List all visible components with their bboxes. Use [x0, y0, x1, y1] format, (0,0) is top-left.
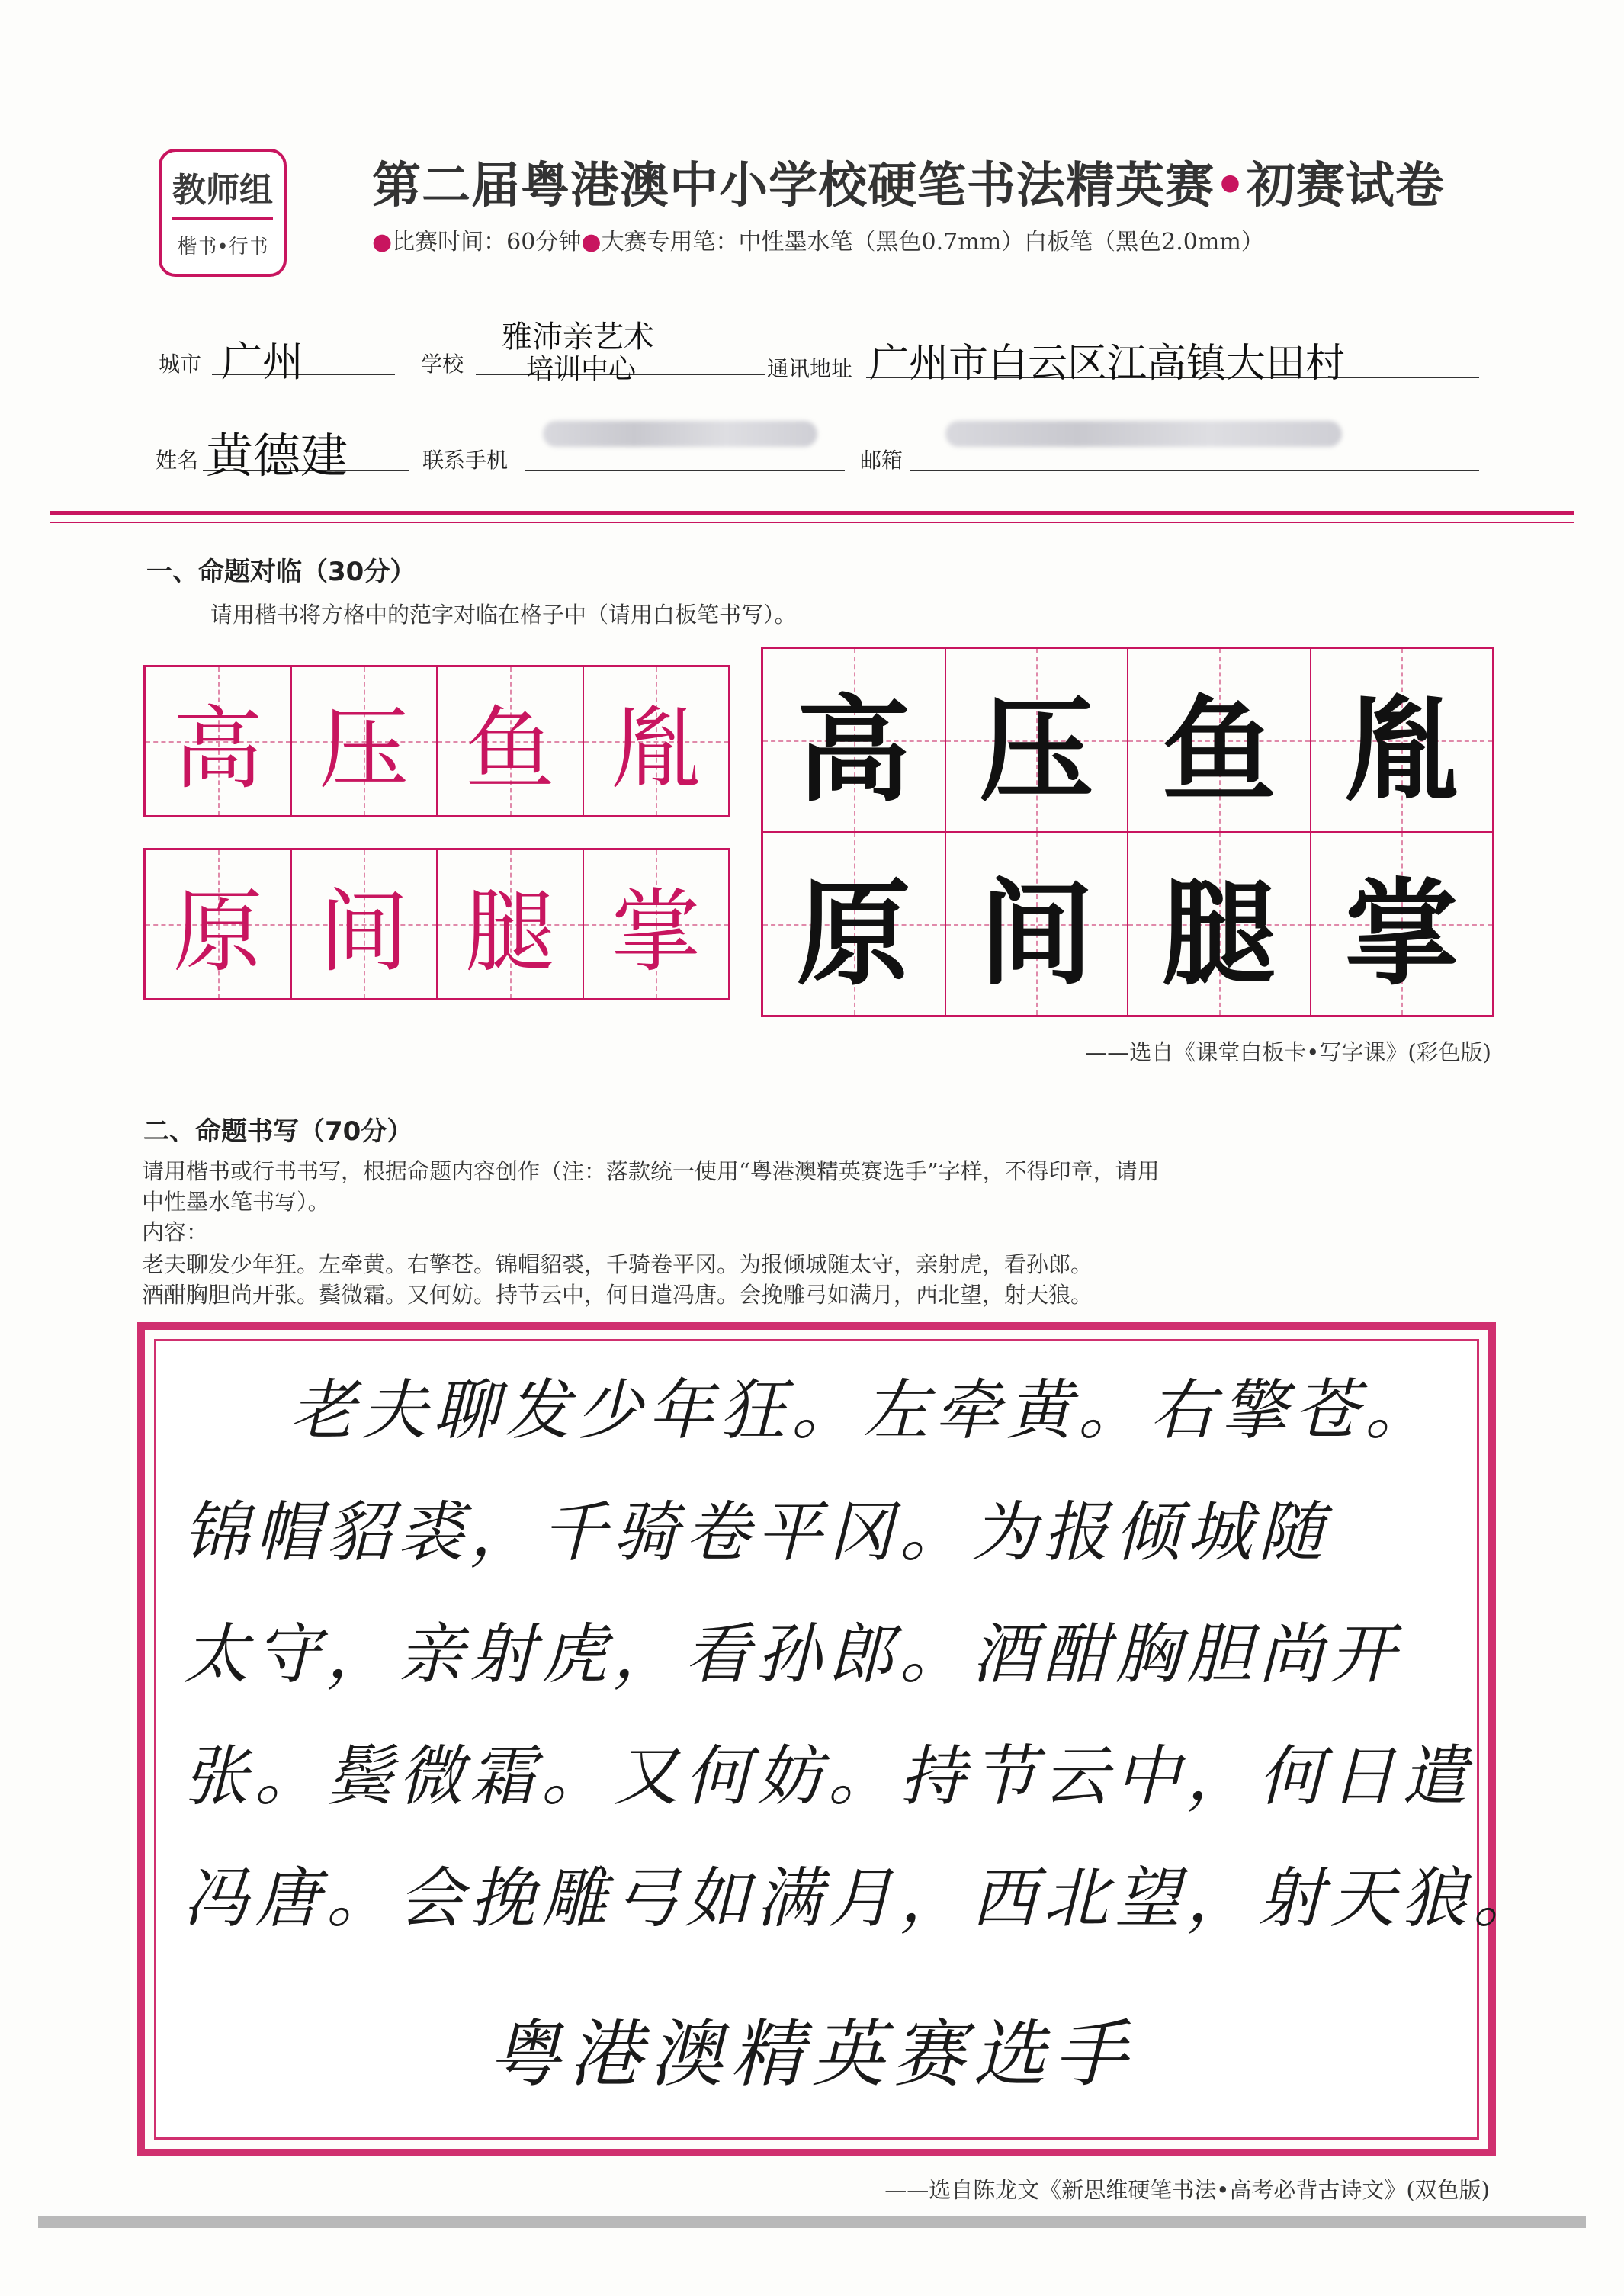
phone-label: 联系手机: [422, 448, 509, 473]
content-text-1: 老夫聊发少年狂。左牵黄。右擎苍。锦帽貂裘，千骑卷平冈。为报倾城随太守，亲射虎，看孙郎。: [142, 1251, 1093, 1277]
page-title: [372, 146, 1445, 217]
practice-char: 高: [172, 696, 263, 801]
practice-cell[interactable]: [438, 850, 584, 998]
written-line: 锦帽貂裘，千骑卷平冈。为报倾城随: [183, 1495, 1330, 1571]
badge-divider: [172, 217, 273, 220]
section2-heading: 二、命题书写（70分）: [143, 1116, 413, 1147]
name-field[interactable]: 黄德建: [206, 428, 348, 483]
model-cell: [946, 833, 1129, 1015]
model-cell: [1311, 649, 1493, 831]
email-underline: [910, 470, 1479, 471]
model-char: 压: [979, 682, 1094, 817]
practice-cell[interactable]: [146, 667, 292, 815]
practice-cell[interactable]: [438, 667, 584, 815]
practice-grid-row2: [143, 848, 730, 1000]
model-cell: [763, 649, 946, 831]
model-char: 原: [796, 866, 911, 1001]
city-field[interactable]: 广州: [221, 338, 303, 386]
address-label: 通讯地址: [767, 356, 853, 381]
practice-char: 胤: [611, 696, 701, 801]
model-cell: [946, 649, 1129, 831]
signature: 粤港澳精英赛选手: [488, 2012, 1135, 2097]
section1-heading: 一、命题对临（30分）: [146, 557, 416, 587]
badge-title: 教师组: [172, 171, 273, 210]
written-line: 太守，亲射虎，看孙郎。酒酣胸胆尚开: [183, 1617, 1401, 1693]
practice-char: 压: [319, 696, 409, 801]
practice-cell[interactable]: [292, 667, 438, 815]
practice-grid-row1: [143, 665, 730, 817]
header-divider: [50, 511, 1574, 515]
practice-char: 原: [172, 879, 263, 984]
model-char: 腿: [1161, 866, 1276, 1001]
practice-char: 间: [319, 879, 409, 984]
section2-source: ——选自陈龙文《新思维硬笔书法•高考必背古诗文》(双色版): [884, 2177, 1490, 2203]
title-separator: •: [1215, 158, 1247, 214]
school-field-line1[interactable]: 雅沛亲艺术: [502, 320, 654, 355]
section2-instruction-1: 请用楷书或行书书写，根据命题内容创作（注：落款统一使用“粤港澳精英赛选手”字样，不得印章，请用: [142, 1158, 1160, 1184]
group-badge: [159, 149, 287, 277]
model-cell: [763, 833, 946, 1015]
model-cell: [1128, 833, 1311, 1015]
model-char: 高: [796, 682, 911, 817]
name-label: 姓名: [156, 448, 199, 473]
bullet-icon: ●: [372, 229, 393, 255]
address-field[interactable]: 广州市白云区江高镇大田村: [869, 341, 1346, 387]
school-field-line2[interactable]: 培训中心: [526, 354, 637, 385]
section2-instruction-2: 中性墨水笔书写）。: [142, 1189, 330, 1215]
model-grid: [761, 647, 1494, 1017]
practice-cell[interactable]: [584, 850, 729, 998]
section1-instruction: 请用楷书将方格中的范字对临在格子中（请用白板笔书写）。: [210, 602, 797, 628]
time-label: 比赛时间：60分钟: [392, 229, 582, 255]
bullet-icon: ●: [581, 229, 602, 255]
written-line: 张。鬓微霜。又何妨。持节云中，何日遣: [183, 1739, 1473, 1815]
written-line: 老夫聊发少年狂。左牵黄。右擎苍。: [290, 1373, 1436, 1449]
written-line: 冯唐。会挽雕弓如满月，西北望，射天狼。: [183, 1861, 1545, 1937]
model-cell: [1311, 833, 1493, 1015]
header-divider-thin: [50, 522, 1574, 523]
city-label: 城市: [159, 352, 202, 377]
practice-char: 腿: [464, 879, 555, 984]
email-label: 邮箱: [860, 448, 903, 473]
email-field-redacted[interactable]: [945, 421, 1342, 447]
practice-cell[interactable]: [146, 850, 292, 998]
badge-subtitle: 楷书•行书: [177, 236, 268, 259]
phone-underline: [525, 470, 845, 471]
title-main: 第二届粤港澳中小学校硬笔书法精英赛: [372, 158, 1215, 214]
practice-char: 鱼: [464, 696, 555, 801]
title-suffix: 初赛试卷: [1246, 158, 1445, 214]
model-char: 间: [979, 866, 1094, 1001]
section1-source: ——选自《课堂白板卡•写字课》(彩色版): [1085, 1039, 1491, 1065]
model-cell: [1128, 649, 1311, 831]
content-text-2: 酒酣胸胆尚开张。鬓微霜。又何妨。持节云中，何日遣冯唐。会挽雕弓如满月，西北望，射天狼。: [142, 1282, 1093, 1308]
practice-char: 掌: [611, 879, 701, 984]
footer-bar: [38, 2216, 1586, 2228]
practice-cell[interactable]: [584, 667, 729, 815]
practice-cell[interactable]: [292, 850, 438, 998]
model-char: 鱼: [1161, 682, 1276, 817]
phone-field-redacted[interactable]: [543, 421, 817, 447]
exam-rules: [372, 223, 1264, 256]
pen-label: 大赛专用笔：中性墨水笔（黑色0.7mm）白板笔（黑色2.0mm）: [601, 229, 1264, 255]
content-label: 内容：: [142, 1219, 209, 1245]
model-char: 胤: [1344, 682, 1459, 817]
model-char: 掌: [1344, 866, 1459, 1001]
school-label: 学校: [421, 352, 464, 377]
